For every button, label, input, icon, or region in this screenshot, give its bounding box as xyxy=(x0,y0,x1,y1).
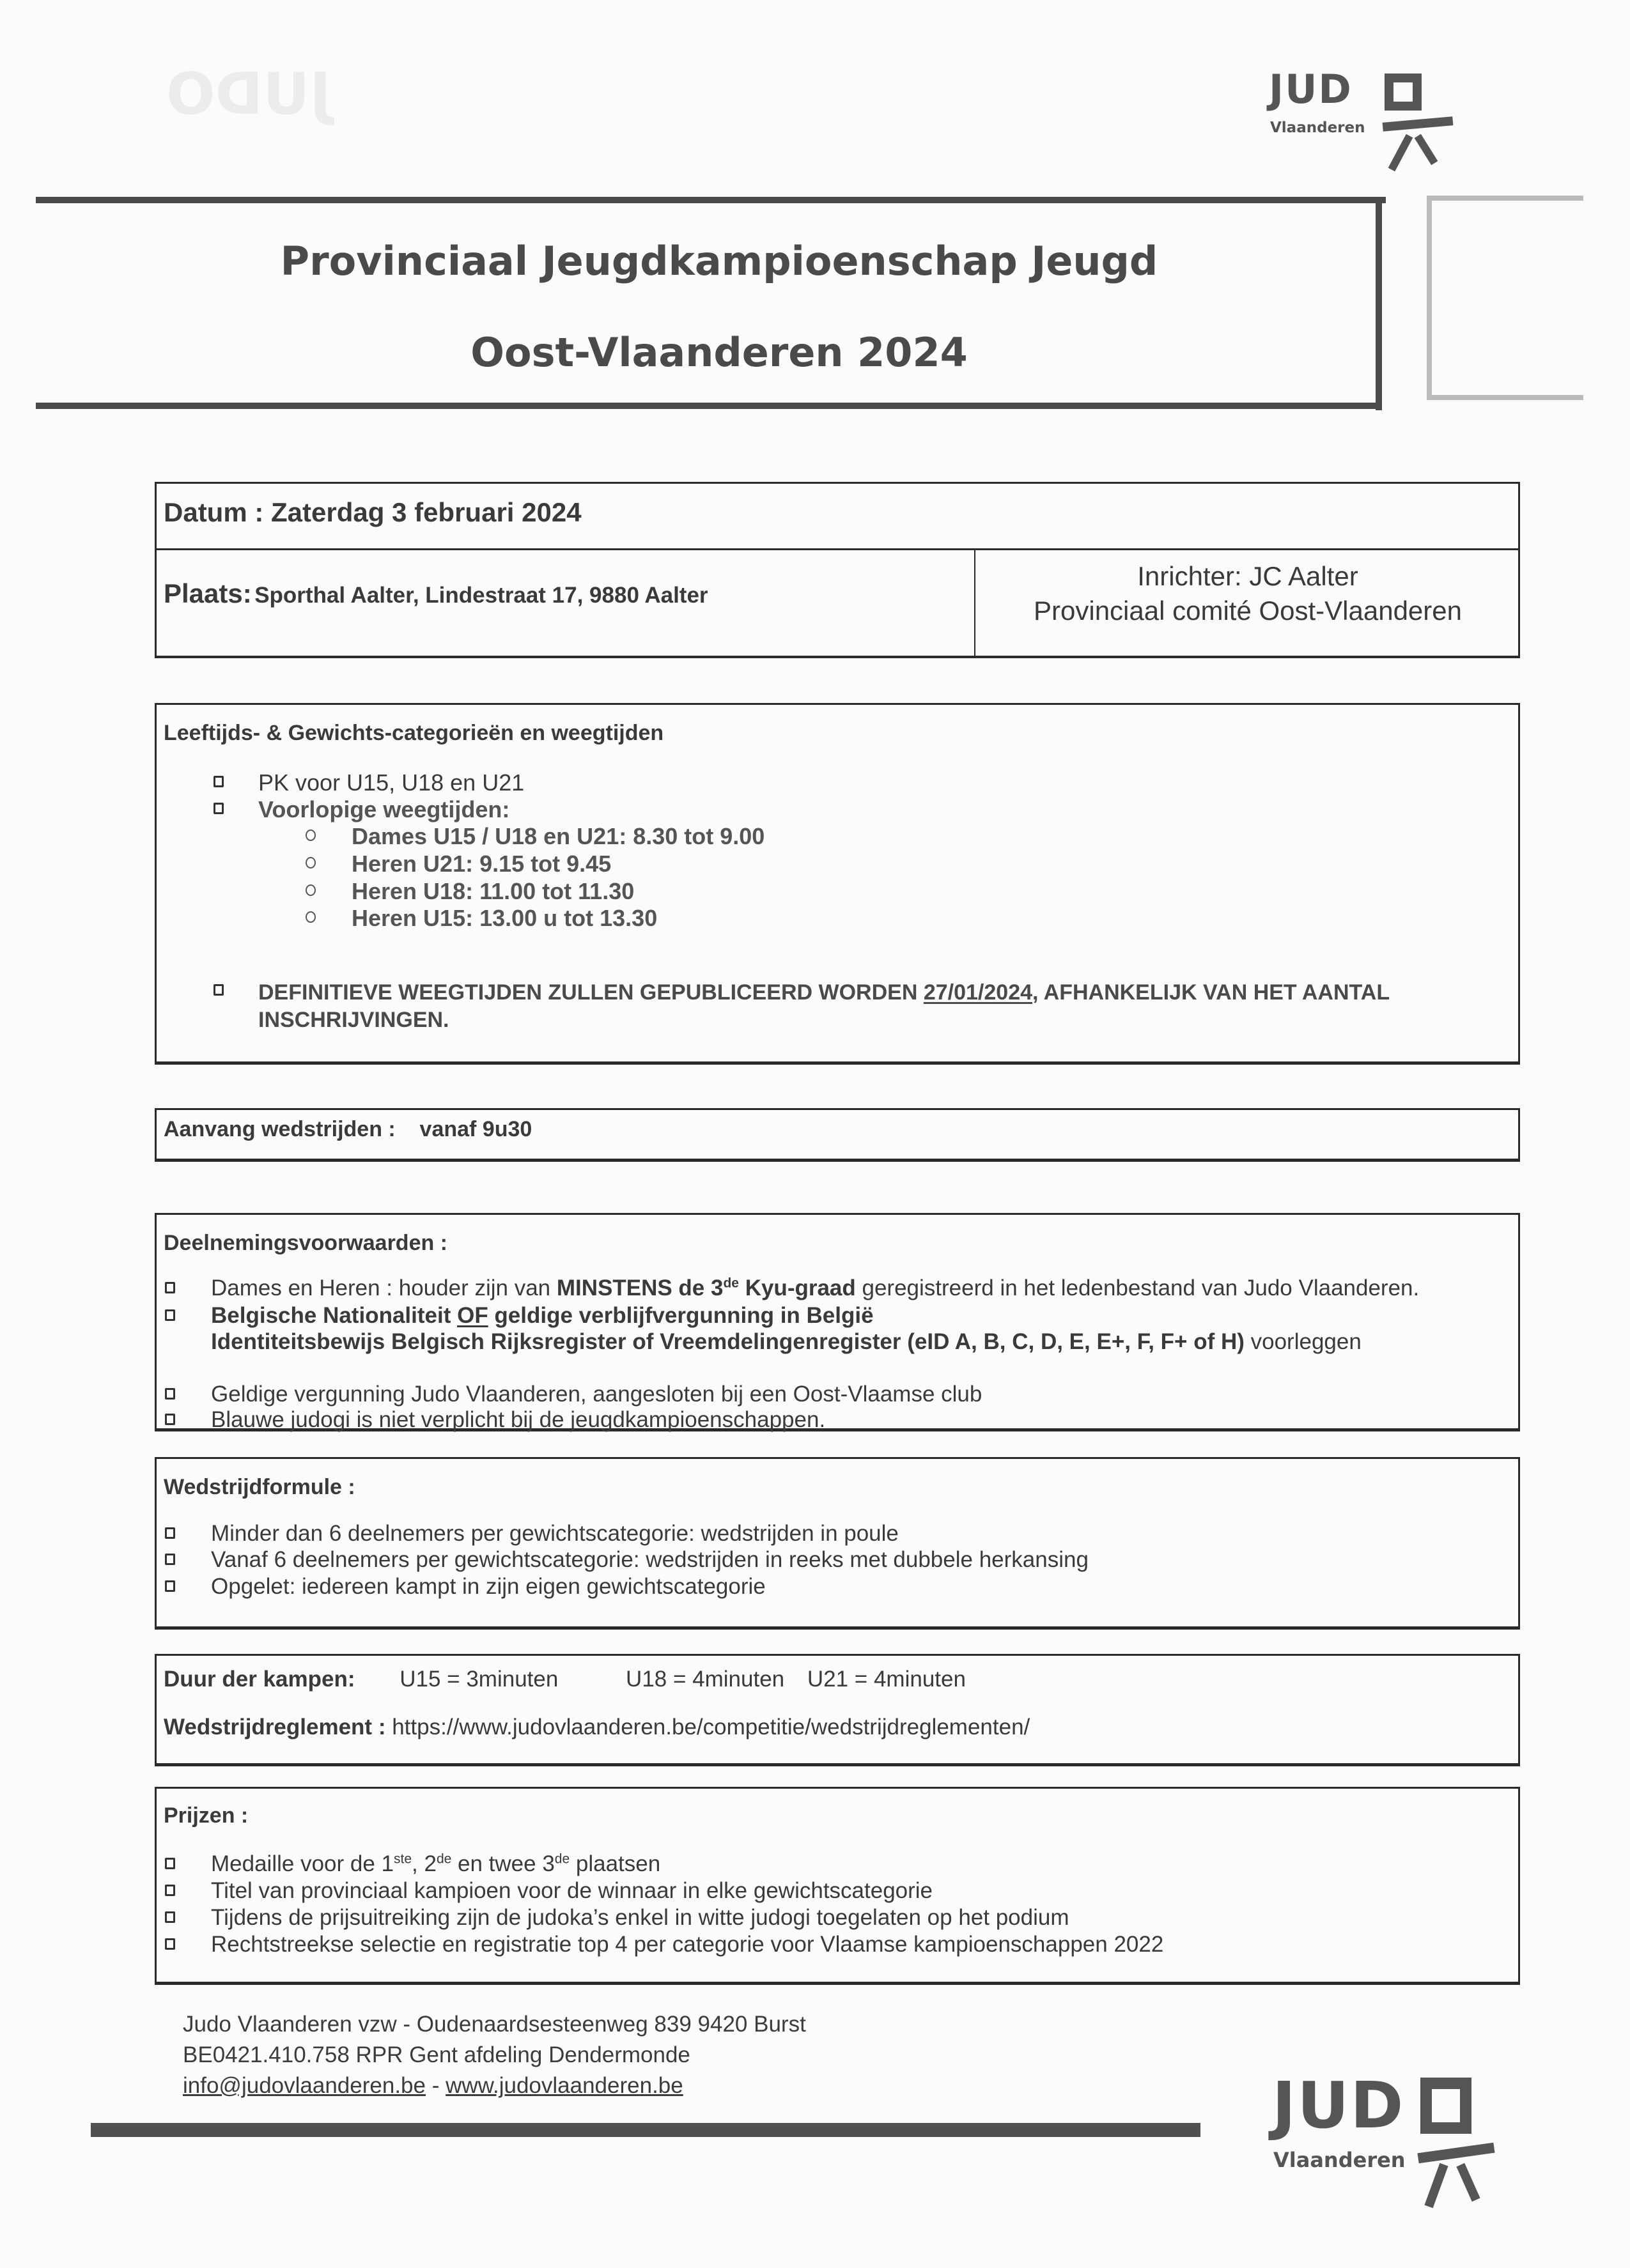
title-top-rule xyxy=(36,197,1386,203)
inrichter-line-1: Inrichter: JC Aalter xyxy=(1137,561,1358,591)
inrichter-line-2: Provinciaal comité Oost-Vlaanderen xyxy=(1034,596,1462,626)
checkbox-bullet-icon xyxy=(165,1414,175,1425)
judo-vlaanderen-logo-bottom xyxy=(1272,2068,1496,2208)
checkbox-bullet-icon xyxy=(165,1388,175,1400)
logo-belt-left-icon xyxy=(1388,134,1413,172)
checkbox-bullet-icon xyxy=(165,1885,175,1896)
duur xyxy=(164,1667,966,1692)
checkbox-bullet-icon xyxy=(165,1309,175,1321)
checkbox-bullet-icon xyxy=(213,776,224,787)
duur-u18: U18 = 4minuten xyxy=(626,1667,785,1692)
footer-contact: info@judovlaanderen.be - www.judovlaanderen.be xyxy=(183,2073,683,2098)
circle-bullet-icon xyxy=(306,911,316,923)
footer-website-link[interactable]: www.judovlaanderen.be xyxy=(446,2073,683,2098)
aanvang xyxy=(164,1117,532,1142)
title-right-rule xyxy=(1376,197,1382,410)
footer-email-link[interactable]: info@judovlaanderen.be xyxy=(183,2073,426,2098)
title-line-2: Oost-Vlaanderen 2024 xyxy=(470,329,968,376)
circle-bullet-icon xyxy=(306,857,316,868)
circle-bullet-icon xyxy=(306,829,316,841)
logo-square-icon xyxy=(1385,73,1422,111)
info-row-divider xyxy=(155,548,1520,550)
checkbox-bullet-icon xyxy=(165,1554,175,1565)
checkbox-bullet-icon xyxy=(213,803,224,814)
logo-subtitle: Vlaanderen xyxy=(1270,120,1365,136)
checkbox-bullet-icon xyxy=(165,1580,175,1592)
checkbox-bullet-icon xyxy=(165,1527,175,1539)
reglement xyxy=(164,1715,1030,1740)
datum-label: Datum : xyxy=(164,497,264,527)
datum-value: Zaterdag 3 februari 2024 xyxy=(271,497,582,527)
footer-registration: BE0421.410.758 RPR Gent afdeling Dendermonde xyxy=(183,2042,690,2067)
logo-square-icon xyxy=(1420,2078,1471,2134)
logo-belt-right-icon xyxy=(1456,2163,1480,2202)
categories-heading: Leeftijds- & Gewichts-categorieën en weegtijden xyxy=(164,721,664,745)
reglement-link[interactable]: https://www.judovlaanderen.be/competitie/wedstrijdreglementen/ xyxy=(392,1715,1030,1740)
deelneming-item-2-line-2: Identiteitsbewijs Belgisch Rijksregister of Vreemdelingenregister (eID A, B, C, D, E, E+, F, F+ of H) voorleggen xyxy=(211,1329,1362,1354)
definitive-notice-line-2: INSCHRIJVINGEN. xyxy=(258,1008,449,1032)
footer-address: Judo Vlaanderen vzw - Oudenaardsesteenweg 839 9420 Burst xyxy=(183,2012,806,2037)
plaats xyxy=(164,578,708,609)
reglement-label: Wedstrijdreglement : xyxy=(164,1715,386,1740)
logo-word: JUD xyxy=(1269,66,1353,112)
side-bracket xyxy=(1427,196,1583,400)
title-bottom-rule xyxy=(36,403,1382,409)
duur-u15: U15 = 3minuten xyxy=(400,1667,559,1692)
plaats-label: Plaats: xyxy=(164,578,252,608)
duur-label: Duur der kampen: xyxy=(164,1667,355,1692)
deelneming-heading: Deelnemingsvoorwaarden : xyxy=(164,1231,448,1255)
circle-bullet-icon xyxy=(306,884,316,896)
plaats-value: Sporthal Aalter, Lindestraat 17, 9880 Aalter xyxy=(254,583,708,608)
checkbox-bullet-icon xyxy=(165,1282,175,1293)
footer-rule xyxy=(91,2123,1200,2137)
logo-belt-icon xyxy=(1383,116,1454,132)
judo-vlaanderen-logo-top xyxy=(1269,67,1448,157)
notice-date: 27/01/2024 xyxy=(923,980,1033,1005)
duur-u21: U21 = 4minuten xyxy=(807,1667,966,1692)
datum xyxy=(164,497,582,528)
logo-word: JUD xyxy=(1272,2068,1405,2143)
aanvang-label: Aanvang wedstrijden : xyxy=(164,1117,396,1141)
checkbox-bullet-icon xyxy=(165,1858,175,1869)
checkbox-bullet-icon xyxy=(165,1911,175,1923)
prijzen-heading: Prijzen : xyxy=(164,1803,249,1828)
checkbox-bullet-icon xyxy=(165,1938,175,1950)
logo-belt-left-icon xyxy=(1424,2163,1448,2209)
logo-subtitle: Vlaanderen xyxy=(1273,2148,1406,2172)
ghost-logo: JUDO xyxy=(166,61,331,128)
checkbox-bullet-icon xyxy=(213,984,224,996)
title-line-1: Provinciaal Jeugdkampioenschap Jeugd xyxy=(280,238,1158,284)
logo-belt-right-icon xyxy=(1415,134,1438,166)
formule-heading: Wedstrijdformule : xyxy=(164,1475,355,1499)
logo-belt-icon xyxy=(1417,2143,1494,2164)
aanvang-value: vanaf 9u30 xyxy=(419,1117,532,1141)
